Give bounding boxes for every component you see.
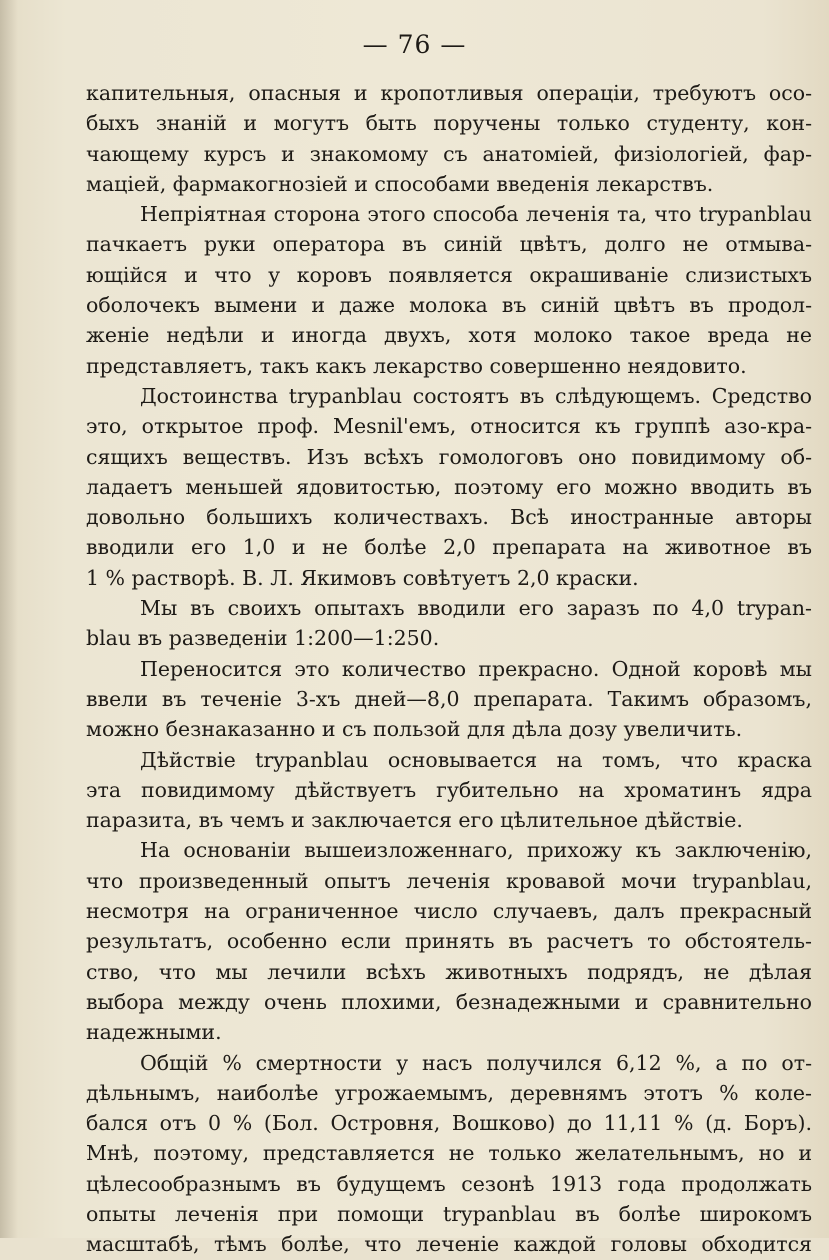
body-text (86, 78, 812, 1260)
text-line: оболочекъ вымени и даже молока въ синій цвѣтъ въ продол- (86, 293, 812, 318)
text-line: Мы въ своихъ опытахъ вводили его заразъ по 4,0 trypan- (140, 596, 812, 621)
text-line: Общій % смертности у насъ получился 6,12 %, а по от- (140, 1050, 812, 1075)
text-line: чающему курсъ и знакомому съ анатоміей, физіологіей, фар- (86, 141, 812, 166)
text-line: результатъ, особенно если принять въ расчетъ то обстоятель- (86, 929, 812, 954)
text-line: надежными. (86, 1020, 222, 1045)
text-line: паразита, въ чемъ и заключается его цѣлительное дѣйствіе. (86, 808, 743, 833)
text-line: Переносится это количество прекрасно. Одной коровѣ мы (140, 656, 812, 681)
text-line: представляетъ, такъ какъ лекарство совершенно неядовито. (86, 353, 747, 378)
text-line: Мнѣ, поэтому, представляется не только желательнымъ, но и (86, 1141, 812, 1166)
text-line: это, открытое проф. Mesnil'емъ, относится къ группѣ азо-кра- (86, 414, 812, 439)
text-line: капительныя, опасныя и кропотливыя операціи, требуютъ осо- (86, 81, 812, 105)
text-line: ство, что мы лечили всѣхъ животныхъ подрядъ, не дѣлая (86, 959, 812, 984)
page-gutter-shadow (0, 0, 18, 1238)
text-line: сящихъ веществъ. Изъ всѣхъ гомологовъ оно повидимому об- (86, 444, 812, 469)
text-line: выбора между очень плохими, безнадежными и сравнительно (86, 989, 812, 1014)
text-line: несмотря на ограниченное число случаевъ, далъ прекрасный (86, 899, 812, 924)
text-line: blau въ разведеніи 1:200—1:250. (86, 626, 440, 651)
text-line: На основаніи вышеизложеннаго, прихожу къ заключенію, (140, 838, 812, 863)
text-line: опыты леченія при помощи trypanblau въ болѣе широкомъ (86, 1201, 812, 1226)
text-line: цѣлесообразнымъ въ будущемъ сезонѣ 1913 года продолжать (86, 1171, 812, 1196)
text-line: эта повидимому дѣйствуетъ губительно на хроматинъ ядра (86, 777, 812, 802)
text-line: бался отъ 0 % (Бол. Островня, Вошково) до 11,11 % (д. Боръ). (86, 1111, 812, 1136)
text-line: Непріятная сторона этого способа леченія та, что trypanblau (140, 202, 812, 227)
text-line: ладаетъ меньшей ядовитостью, поэтому его можно вводить въ (86, 474, 812, 499)
text-line: 1 % растворѣ. В. Л. Якимовъ совѣтуетъ 2,0 краски. (86, 565, 639, 590)
text-line: ввели въ теченіе 3-хъ дней—8,0 препарата. Такимъ образомъ, (86, 686, 812, 711)
page-number: — 76 — (362, 30, 467, 59)
text-line: женіе недѣли и иногда двухъ, хотя молоко такое вреда не (86, 323, 812, 348)
text-line: маціей, фармакогнозіей и способами введенія лекарствъ. (86, 171, 714, 196)
text-line: ющійся и что у коровъ появляется окрашиваніе слизистыхъ (86, 262, 812, 287)
text-line: дѣльнымъ, наиболѣе угрожаемымъ, деревнямъ этотъ % коле- (86, 1080, 812, 1105)
text-line: можно безнаказанно и съ пользой для дѣла дозу увеличить. (86, 717, 743, 742)
text-line: вводили его 1,0 и не болѣе 2,0 препарата на животное въ (86, 535, 812, 560)
text-line: быхъ знаній и могутъ быть поручены только студенту, кон- (86, 111, 812, 136)
text-line: Дѣйствіе trypanblau основывается на томъ, что краска (140, 747, 812, 772)
text-line: что произведенный опытъ леченія кровавой мочи trypanblau, (86, 868, 812, 893)
text-line: довольно большихъ количествахъ. Всѣ иностранные авторы (86, 505, 812, 530)
text-line: Достоинства trypanblau состоятъ въ слѣдующемъ. Средство (140, 383, 812, 408)
text-line: пачкаетъ руки оператора въ синій цвѣтъ, долго не отмыва- (86, 232, 812, 257)
text-line: масштабѣ, тѣмъ болѣе, что леченіе каждой головы обходится (86, 1232, 812, 1257)
